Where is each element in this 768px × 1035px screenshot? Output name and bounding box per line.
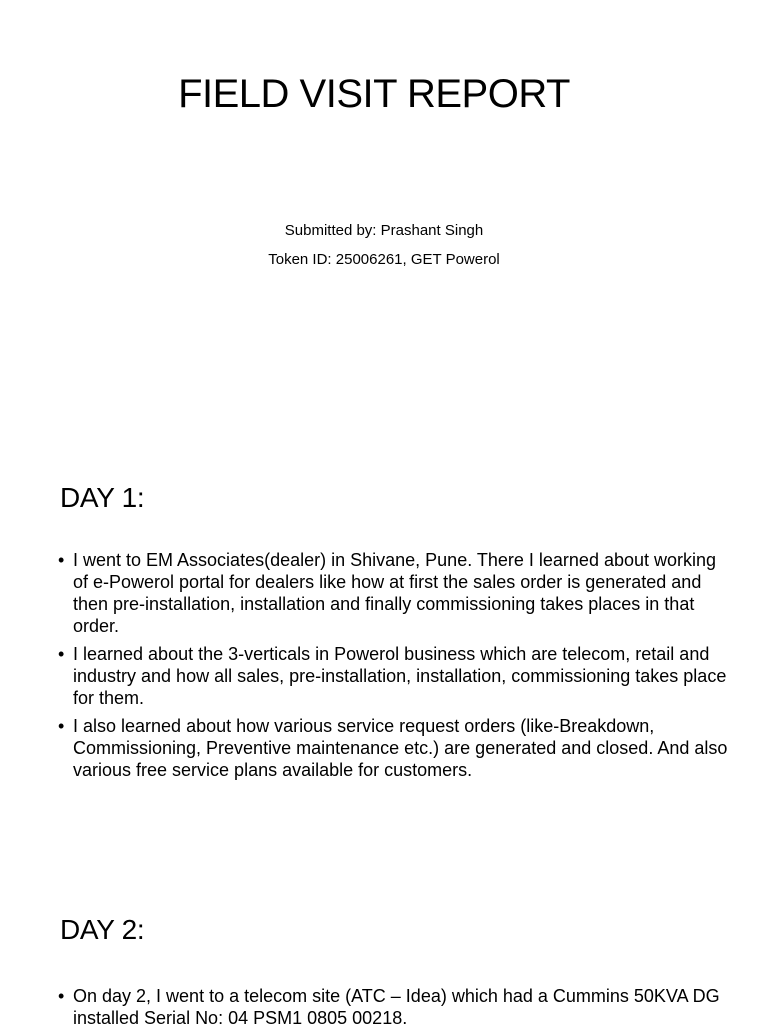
list-item <box>58 985 728 1029</box>
bullet-icon: • <box>58 716 65 736</box>
list-item <box>58 715 728 781</box>
token-id-line: Token ID: 25006261, GET Powerol <box>268 251 500 268</box>
list-item-text: On day 2, I went to a telecom site (ATC – Idea) which had a Cummins 50KVA DG installed Serial No: 04 PSM1 0805 00218. <box>73 986 720 1028</box>
bullet-icon: • <box>58 644 65 664</box>
page-title: FIELD VISIT REPORT <box>178 72 570 116</box>
day2-bullet-list <box>58 985 728 1035</box>
submitted-by: Submitted by: Prashant Singh <box>284 222 484 239</box>
list-item-text: I learned about the 3-verticals in Powerol business which are telecom, retail and industry and how all sales, pre-installation, installation, commissioning takes place for them. <box>73 644 727 708</box>
day1-bullet-list <box>58 549 728 787</box>
list-item <box>58 549 728 637</box>
bullet-icon: • <box>58 550 65 570</box>
list-item-text: I went to EM Associates(dealer) in Shivane, Pune. There I learned about working of e-Powerol portal for dealers like how at first the sales order is generated and then pre-installation, installation and finally commissioning takes places in that order. <box>73 550 717 636</box>
bullet-icon: • <box>58 986 65 1006</box>
list-item <box>58 643 728 709</box>
day1-heading: DAY 1: <box>60 482 145 513</box>
list-item-text: I also learned about how various service request orders (like-Breakdown, Commissioning, Preventive maintenance etc.) are generated and closed. And also various free service plans available for customers. <box>73 716 728 780</box>
day2-heading: DAY 2: <box>60 914 145 945</box>
